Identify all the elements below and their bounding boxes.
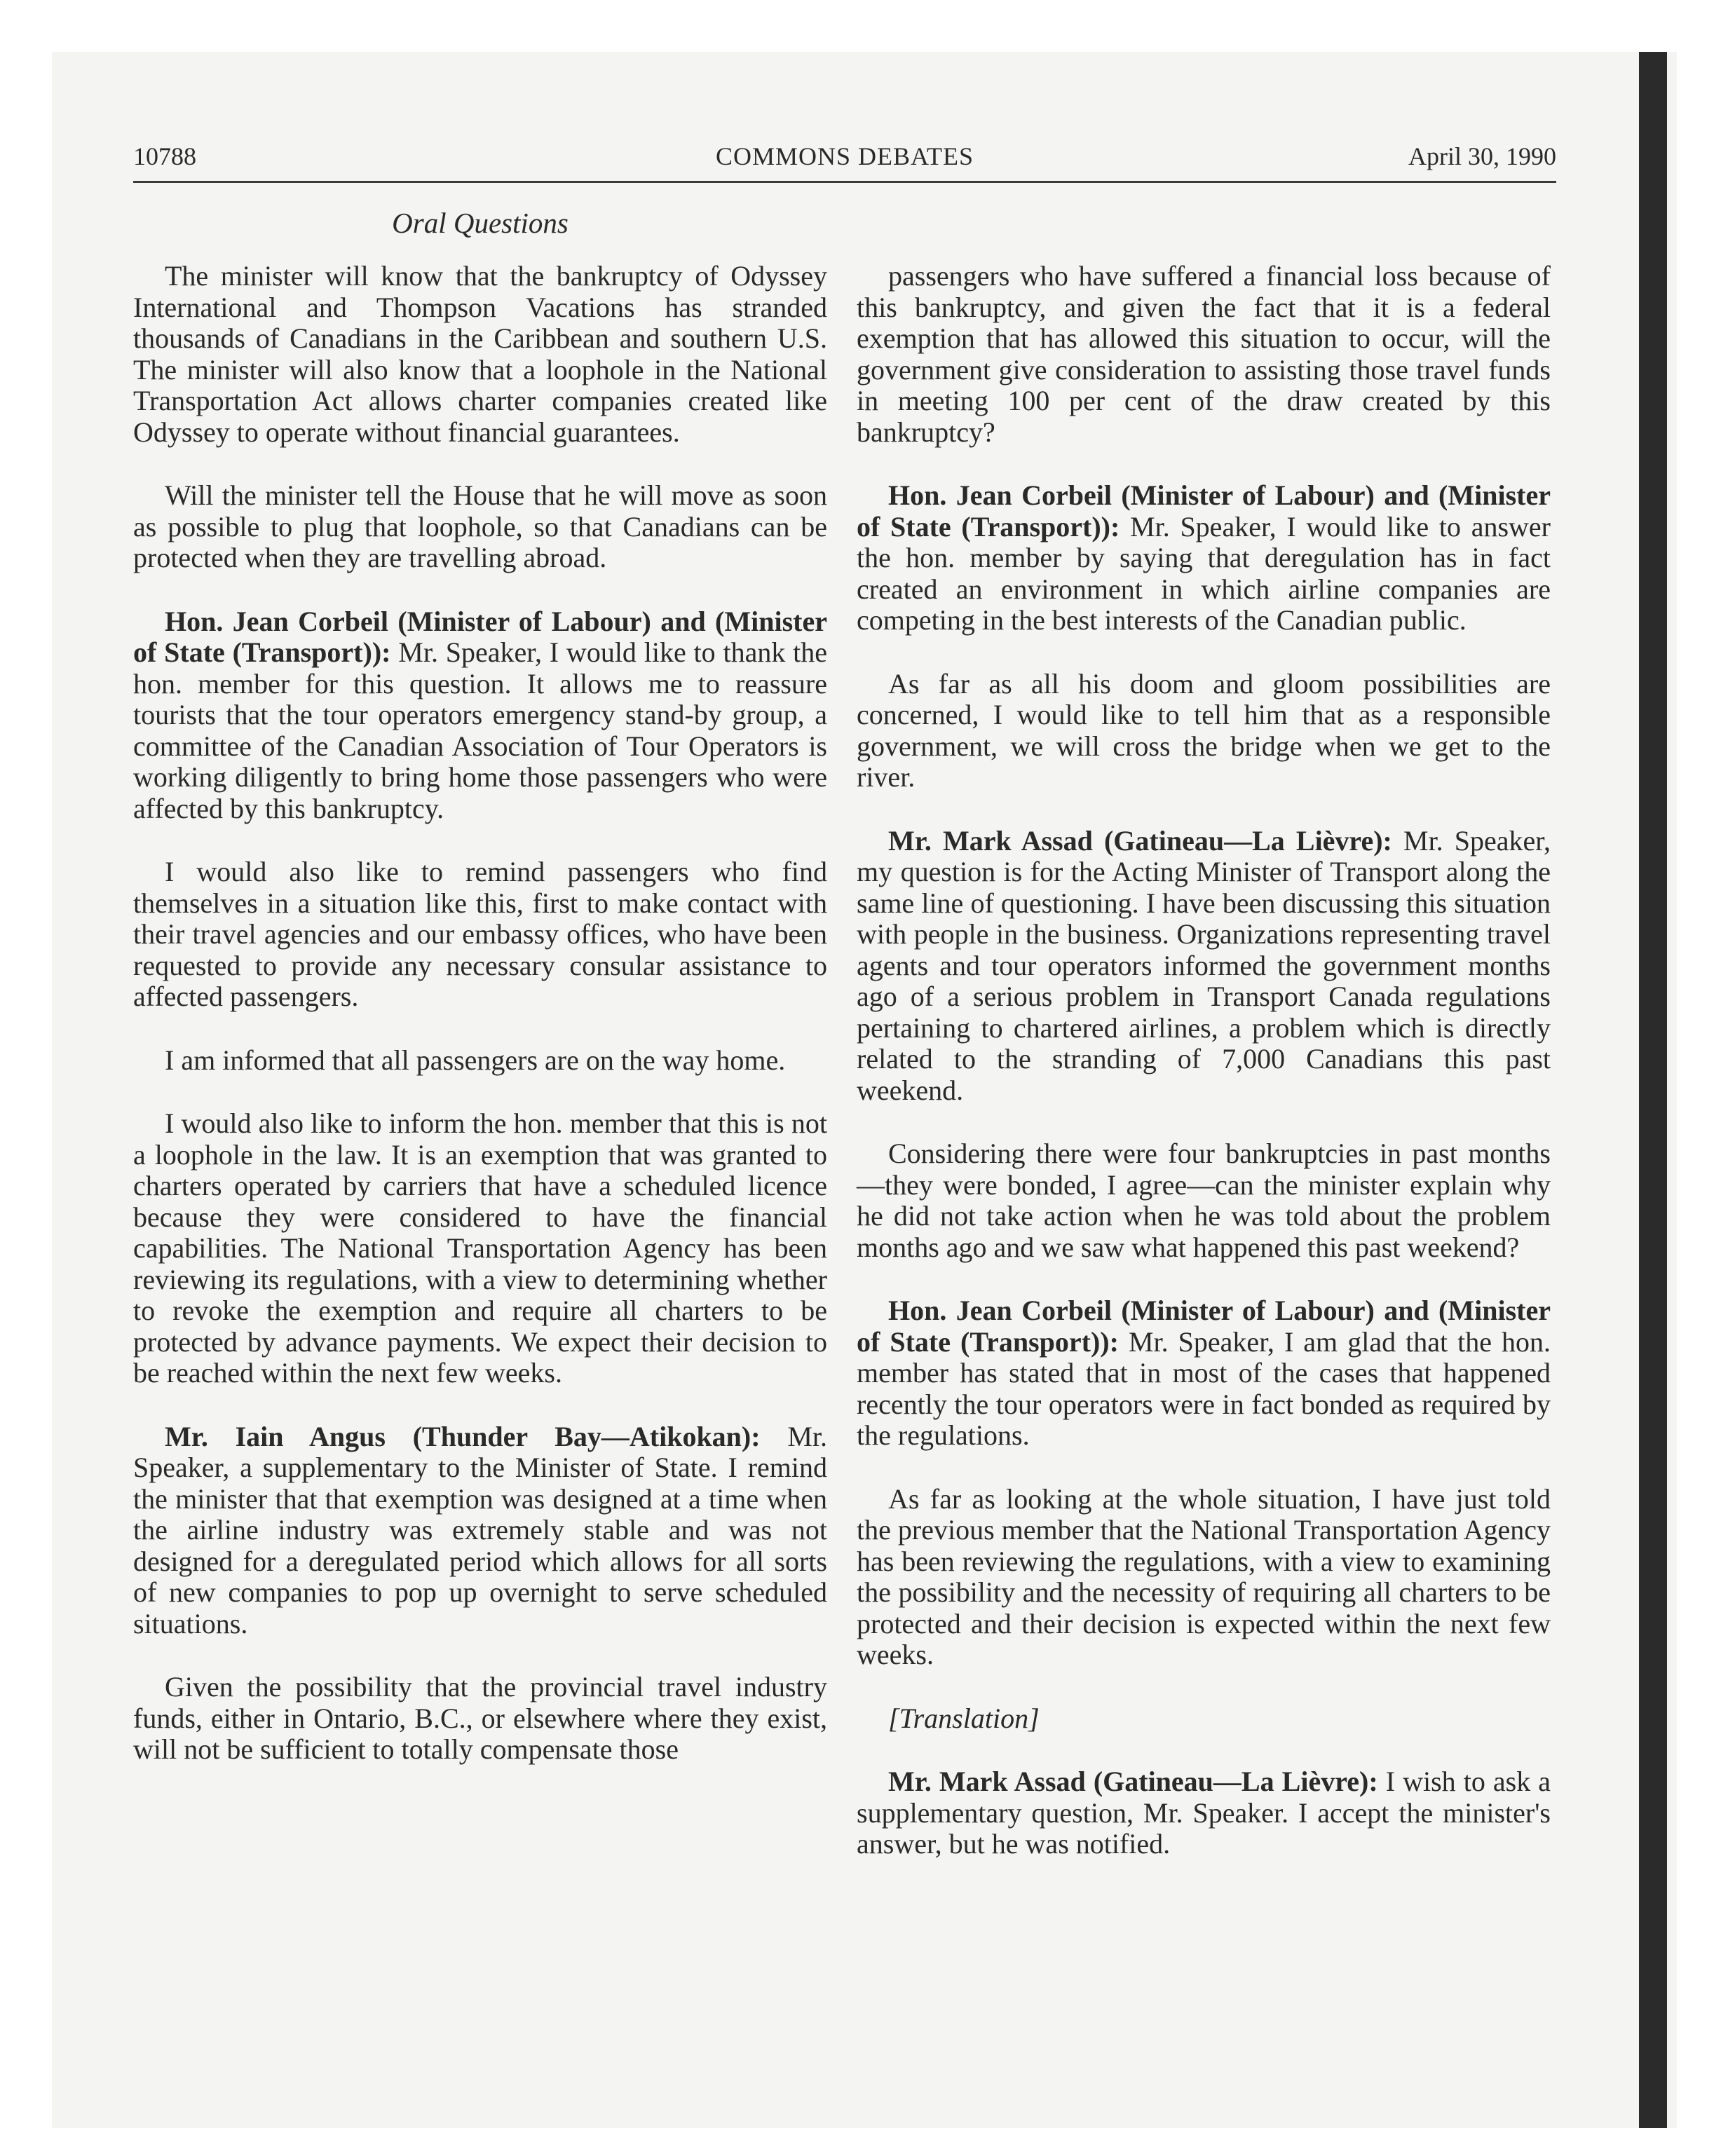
speaker-name: Mr. Mark Assad (Gatineau—La Lièvre): — [888, 1766, 1378, 1797]
paragraph — [857, 1484, 1551, 1671]
speaker-name: Hon. Jean Corbeil (Minister of Labour) and (Minister of State (Transport)): — [857, 1295, 1551, 1358]
paragraph — [857, 480, 1551, 636]
paragraph — [133, 857, 827, 1013]
running-header — [133, 139, 1556, 183]
speaker-name: Hon. Jean Corbeil (Minister of Labour) and (Minister of State (Transport)): — [133, 605, 827, 668]
paragraph — [857, 1703, 1551, 1735]
paragraph — [857, 261, 1551, 448]
section-title: Oral Questions — [392, 207, 569, 239]
paragraph — [133, 606, 827, 825]
paragraph — [133, 1421, 827, 1640]
scan-edge-shadow — [1639, 52, 1667, 2128]
paragraph — [857, 826, 1551, 1107]
paragraph — [133, 1672, 827, 1766]
paragraph-text: I would also like to remind passengers who find themselves in a situation like this, first to make contact with their travel agencies and our embassy offices, who have been requested to provide any necessary consular assistance to affected passengers. — [133, 856, 827, 1012]
right-column — [857, 261, 1551, 1892]
paragraph — [133, 1045, 827, 1077]
paragraph-text: Mr. Speaker, I would like to thank the hon. member for this question. It allows me to reassure tourists that the tour operators emergency stand-by group, a committee of the Canadian Association of Tour Operators is working diligently to bring home those passengers who were affected by this bankruptcy. — [133, 636, 828, 824]
paragraph-text: The minister will know that the bankruptcy of Odyssey International and Thompson Vacations has stranded thousands of Canadians in the Caribbean and southern U.S. The minister will also know that a loophole in the National Transportation Act allows charter companies created like Odyssey to operate without financial guarantees. — [133, 260, 827, 448]
paragraph — [133, 1108, 827, 1389]
paragraph-text: Mr. Speaker, I would like to answer the hon. member by saying that deregulation has in fact created an environment in which airline companies are competing in the best interests of the Canadian public. — [857, 510, 1551, 636]
paragraph-text: Mr. Speaker, a supplementary to the Minister of State. I remind the minister that that exemption was designed at a time when the airline industry was extremely stable and was not designed for a deregulated period which allows for all sorts of new companies to pop up overnight to serve scheduled situations. — [133, 1420, 827, 1639]
paragraph — [857, 1766, 1551, 1860]
paragraph — [133, 480, 827, 574]
paragraph-text: Considering there were four bankruptcies in past months—they were bonded, I agree—can the minister explain why he did not take action when he was told about the problem months ago and we saw what happened this past weekend? — [857, 1138, 1551, 1263]
paragraph-text: As far as all his doom and gloom possibilities are concerned, I would like to tell him that as a responsible government, we will cross the bridge when we get to the river. — [857, 667, 1551, 793]
publication-title: COMMONS DEBATES — [715, 142, 974, 170]
speaker-name: Mr. Mark Assad (Gatineau—La Lièvre): — [888, 824, 1392, 857]
paragraph — [133, 261, 827, 448]
publication-date: April 30, 1990 — [1408, 142, 1556, 170]
paragraph — [857, 1138, 1551, 1263]
paragraph-text: Mr. Speaker, my question is for the Acting Minister of Transport along the same line of questioning. I have been discussing this situation with people in the business. Organizations representing travel agents and tour operators informed the government months ago of a serious problem in Transport Canada regulations pertaining to chartered airlines, a problem which is directly related to the stranding of 7,000 Canadians this past weekend. — [857, 824, 1551, 1106]
paragraph-text: [Translation] — [888, 1702, 1040, 1734]
speaker-name: Mr. Iain Angus (Thunder Bay—Atikokan): — [165, 1420, 761, 1452]
paragraph-text: Given the possibility that the provincial travel industry funds, either in Ontario, B.C., or elsewhere where they exist, will not be sufficient to totally compensate those — [133, 1671, 827, 1765]
paragraph-text: I would also like to inform the hon. member that this is not a loophole in the law. It is an exemption that was granted to charters operated by carriers that have a scheduled licence because they were considered to have the financial capabilities. The National Transportation Agency has been reviewing its regulations, with a view to determining whether to revoke the exemption and require all charters to be protected by advance payments. We expect their decision to be reached within the next few weeks. — [133, 1107, 827, 1389]
paragraph — [857, 1295, 1551, 1452]
paragraph — [857, 669, 1551, 793]
left-column — [133, 261, 827, 1798]
paragraph-text: I wish to ask a supplementary question, Mr. Speaker. I accept the minister's answer, but he was notified. — [857, 1766, 1551, 1860]
paragraph-text: Mr. Speaker, I am glad that the hon. member has stated that in most of the cases that happened recently the tour operators were in fact bonded as required by the regulations. — [857, 1325, 1551, 1451]
paragraph-text: passengers who have suffered a financial loss because of this bankruptcy, and given the fact that it is a federal exemption that has allowed this situation to occur, will the government give consideration to assisting those travel funds in meeting 100 per cent of the draw created by this bankruptcy? — [857, 260, 1551, 448]
speaker-name: Hon. Jean Corbeil (Minister of Labour) and (Minister of State (Transport)): — [857, 479, 1551, 543]
paragraph-text: I am informed that all passengers are on the way home. — [165, 1044, 786, 1076]
paragraph-text: As far as looking at the whole situation, I have just told the previous member that the National Transportation Agency has been reviewing the regulations, with a view to examining the possibility and the necessity of requiring all charters to be protected and their decision is expected within the next few weeks. — [857, 1482, 1551, 1670]
page-number: 10788 — [133, 142, 196, 170]
paragraph-text: Will the minister tell the House that he will move as soon as possible to plug that loophole, so that Canadians can be protected when they are travelling abroad. — [133, 479, 827, 573]
